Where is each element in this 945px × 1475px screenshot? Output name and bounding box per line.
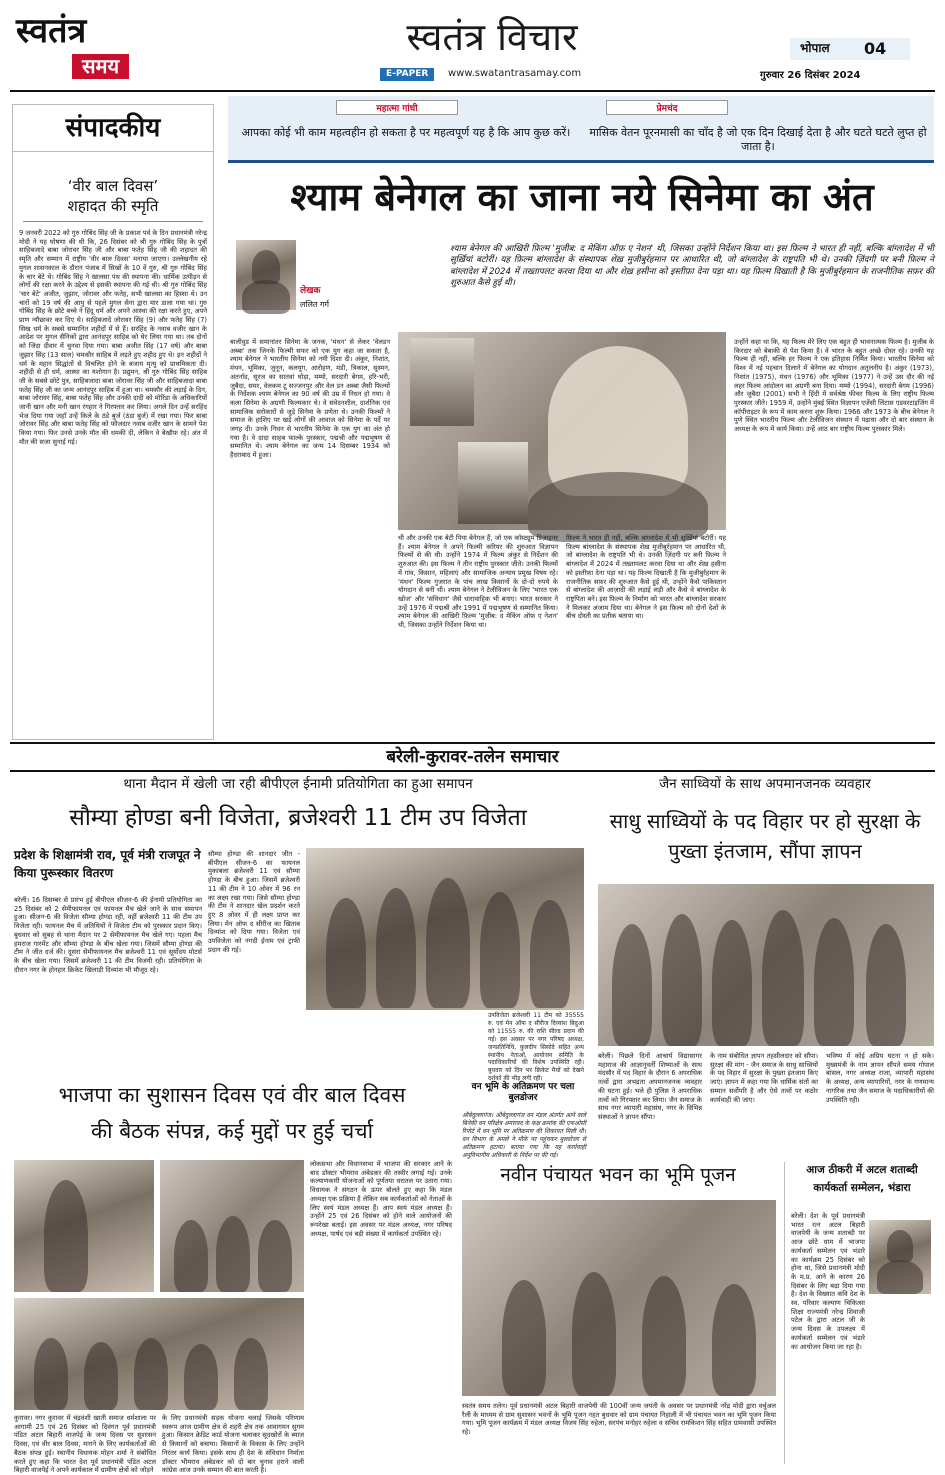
cricket-photo: [306, 848, 584, 1010]
logo-line2: समय: [72, 54, 129, 79]
lead-col-4: उन्होंने कहा था कि, यह फिल्म मेरे लिए एक बहुत ही भावनात्मक फिल्म है। मुजीब के किरदार को बेबाकी से पेश किया है। वे भारत के बहुत अच्छे दोस्त रहे। उनकी यह फिल्म ही नहीं, बल्कि हर फिल्म ने एक इतिहास निर्मित किया। भारतीय सिनेमा को विश्व में नई पहचान दिलाने में बेनेगल का योगदान अतुलनीय है। अंकुर (1973), निशांत (1975), मंथन (1976) और भूमिका (1977) ने उन्हें उस दौर की नई लहर फिल्म आंदोलन का अग्रणी बना दिया। मम्मो (1994), सरदारी बेगम (1996) और जुबैदा (2001) सभी ने हिंदी में सर्वश्रेष्ठ फीचर फिल्म के लिए राष्ट्रीय फिल्म पुरस्कार जीते। 1959 में, उन्होंने मुंबई स्थित विज्ञापन एजेंसी लिंटास एडवरटाइजिंग में कॉपीराइटर के रूप में काम करना शुरू किया। 1966 और 1973 के बीच बेनेगल ने पुणे स्थित भारतीय फिल्म और टेलीविजन संस्थान में पढ़ाया और दो बार संस्थान के अध्यक्ष के रूप में कार्य किया। उन्हें आठ बार राष्ट्रीय फिल्म पुरस्कार मिले।: [734, 338, 934, 434]
atal-box: [784, 1162, 935, 1464]
atal-headline-2: कार्यकर्ता सम्मेलन, भंडारा: [813, 1182, 911, 1194]
city-label: भोपाल: [800, 41, 830, 55]
cricket-body-3b: [306, 1012, 482, 1070]
cricket-subhead: प्रदेश के शिक्षामंत्री राव, पूर्व मंत्री राजपूत ने किया पुरूस्कार वितरण: [14, 848, 201, 880]
author-photo: [236, 240, 296, 310]
lead-col-3: फ़िल्म ने भारत ही नहीं, बल्कि बांग्लादेश में भी सुर्ख़ियां बटोरीं। यह फ़िल्म बांग्लादेश के संस्थापक शेख़ मुजीबुर्रहमान पर आधारित थी, जो बांग्लादेश के राष्ट्रपति भी थे। उनकी ज़िंदगी पर बनी फ़िल्म ने बांग्लादेश में 2024 में तख़्तापलट करवा दिया था और शेख़ हसीना को इस्तीफ़ा देना पड़ा था। यह फ़िल्म दिखाती है कि मुजीबुर्रहमान के राजनीतिक सफ़र की शुरुआत कैसे हुई थी, उन्होंने कैसे पाकिस्तान से बांग्लादेश की आज़ादी की लड़ाई लड़ी और कैसे वे बांग्लादेश के राष्ट्रपिता बने। इस फ़िल्म के निर्माण को भारत और बांग्लादेश सरकार ने मिलकर अंजाम दिया था। बेनेगल ने इस फ़िल्म को दोनों देशों के बीच दोस्ती का प्रतीक बताया था।: [566, 534, 726, 621]
atal-headline-1: आज ठीकरी में अटल शताब्दी: [806, 1164, 918, 1176]
masthead-title: स्वतंत्र विचार: [406, 15, 578, 59]
masthead-logo: [12, 10, 172, 88]
cricket-body-2: सौम्या होण्डा की शानदार जीत - बीपीएल सीजन-6 का फायनल मुकाबला ब्रजेश्वरी 11 एवं सौम्या होण्डा के बीच हुआ। जिसमें ब्रजेश्वरी 11 की टीम ने 10 ओवर में 96 रन का लक्ष्य रखा गया। जिसे सौम्या होण्डा की टीम ने शानदार खेल प्रदर्शन करते हुए 8 ओवर में ही लक्ष्य प्राप्त कर लिया। मेन ऑफ द सीरीज का खिताब दिव्यांश को दिया गया। विजेता एवं उपविजेता को नगदी ईनाम एवं ट्राफी प्रदान की गई।: [208, 850, 300, 954]
author-label: लेखक: [300, 286, 321, 296]
website-link[interactable]: www.swatantrasamay.com: [448, 68, 582, 79]
editorial-body: 9 जनवरी 2022 को गुरु गोबिंद सिंह जी के प्रकाश पर्व के दिन प्रधानमंत्री नरेन्द्र मोदी ने यह घोषणा की थी कि, 26 दिसंबर को श्री गुरु गोबिंद सिंह के पुत्रों साहिबजादे बाबा जोरावर सिंह जी और बाबा फतेह सिंह जी की शहादत की स्मृति और सम्मान में राष्ट्रीय 'वीर बाल दिवस' मनाया जाएगा। उल्लेखनीय रहे मुगल शासनकाल के दौरान पंजाब में सिखों के 10 वें गुरु, श्री गुरु गोबिंद सिंह के चार बेटे थे। गोबिंद सिंह ने खालसा पंथ की स्थापना की। धार्मिक उत्पीड़न से लोगों की रक्षा करने के उद्देश्य से इसकी स्थापना की गई थी। श्री गुरु गोबिंद सिंह 'चार बेटे' अजीत, जुझार, जोरावर और फतेह, सभी खालसा का हिस्सा थे। उन चारों को 19 वर्ष की आयु से पहले मुगल सेना द्वारा मार डाला गया था। गुरु गोबिंद सिंह के छोटे बच्चे ने हिंदू धर्म और अपने आस्था की रक्षा करते हुए, अपने प्राण न्यौछावर कर दिए थे। साहिबजादे जोरावर सिंह (9) और फतेह सिंह (7) सिख धर्म के सबसे सम्मानित शहीदों में से हैं। सरहिंद के नवाब वजीर खान के आदेश पर मुगल सैनिकों द्वारा आनंदपुर साहिब को घेर लिया गया था। तब दोनों को जिंदा दीवार में चुनवा दिया गया। बाबा अजीत सिंह (17 वर्ष) और बाबा जुझार सिंह (13 साल) चमकौर साहिब में लड़ते हुए शहीद हुए थे। इन शहीदों ने धर्म के महान सिद्धांतों से विचलित होने के बजाय मृत्यु को प्राथमिकता दी। शहीदी से ही धर्म, आस्था का यशोगान है। प्रद्युमन, श्री गुरु गोबिंद सिंह साहिब जी के सबसे छोटे पुत्र, साहिबजादा बाबा जोरावर सिंह जी और साहिबजादा बाबा फतेह सिंह जी का जन्म आनंदपुर साहिब में हुआ था। चमकौर की लड़ाई के दिन, बाबा जोरावर सिंह, बाबा फतेह सिंह और उनकी दादी को मोरिंडा के अधिकारियों जानी खान और मनी खान रंगहार ने गिरफ्तार कर लिया। अगले दिन उन्हें सरहिंद भेज दिया गया जहाँ उन्हें किले के ठंडे बुर्ज (ठंडा बुर्ज) में रखा गया। फिर बाबा जोरावर सिंह और बाबा फतेह सिंह को फौजदार नवाब वजीर खान के सामने पेश किया गया। फिर उनसे उनके मौत की धमकी दी, लेकिन वे बेखौफ़ रहे। अंत में मौत की सजा सुनाई गई।: [19, 229, 207, 446]
lead-col-1: बालीवुड में समानांतर सिनेमा के जनक, 'मंथन' से लेकर 'वेलडन अब्बा' तक जिनके फिल्मी सफर को एक युग कहा जा सकता है, श्याम बेनेगल ने भारतीय सिनेमा को नयी दिशा दी। अंकुर, निशांत, मंथन, भूमिका, जुनून, कलयुग, आरोहण, मंडी, त्रिकाल, सुस्मन, अंतर्नाद, सूरज का सातवां घोड़ा, मम्मो, सरदारी बेगम, हरि-भरी, जुबैदा, समर, वेलकम टू सज्जनपुर और वेल डन अब्बा जैसी फिल्मों के निर्देशक श्याम बेनेगल का 90 वर्ष की उम्र में निधन हो गया। वे कला सिनेमा के अग्रणी फिल्मकार थे। वे संवेदनशील, दार्शनिक एवं सामाजिक सरोकारों से जुड़े सिनेमा के प्रणेता थे। उनकी फिल्मों ने समाज के हाशिए पर खड़े लोगों की आवाज को सिनेमा के पर्दे पर जगह दी। उनके निधन से भारतीय सिनेमा के एक युग का अंत हो गया है। वे दादा साहब फाल्के पुरस्कार, पद्मश्री और पद्मभूषण से सम्मानित थे। श्याम बेनेगल का जन्म 14 दिसम्बर 1934 को हैदराबाद में हुआ।: [230, 338, 390, 460]
editorial-title-rule: [23, 221, 203, 222]
editorial-title-2: शहादत की स्मृति: [67, 197, 159, 215]
jain-kicker: जैन साध्वियों के साथ अपमानजनक व्यवहार: [659, 776, 871, 792]
quote-strip: [228, 96, 934, 163]
bjp-headline-1: भाजपा का सुशासन दिवस एवं वीर बाल दिवस: [58, 1083, 406, 1107]
lead-intro: श्याम बेनेगल की आखिरी फ़िल्म 'मुजीब: द मेकिंग ऑफ़ ए नेशन' थी, जिसका उन्होंने निर्देशन किया था। इस फ़िल्म ने भारत ही नहीं, बल्कि बांग्लादेश में भी सुर्ख़ियां बटोरीं। यह फ़िल्म बांग्लादेश के संस्थापक शेख़ मुजीबुर्रहमान पर आधारित थी, जो बांग्लादेश के राष्ट्रपति भी थे। उनकी ज़िंदगी पर बनी फ़िल्म ने बांग्लादेश में 2024 में तख्तापलट करवा दिया था और शेख़ हसीना को इस्तीफ़ा देना पड़ा था। यह फ़िल्म दिखाती है कि मुजीबुर्रहमान के राजनीतिक सफ़र की शुरुआत कैसे हुई थी।: [450, 244, 934, 289]
cricket-body-1: बरेली। 16 दिसम्बर से प्रारंभ हुई बीपीएल सीजन-6 की ईनामी प्रतियोगिता का 25 दिसंबर को 2 सेमीफायनल एवं फायनल मैच खेले जाने के साथ समापन हुआ। सीजन-6 की विजेता सौम्या होण्डा रही, वहीं ब्रजेश्वरी 11 की टीम उप विजेता रही। फायनल मैच में अतिथियों ने विजेता टीम को पुरस्कार प्रदान किए। बुधवार को सुबह से थाना मैदान पर 2 सेमीफायनल मैच खेले गए। पहला मैच हमराज गारमेंट और सौम्या होण्डा के बीच खेला गया। जिसमें सौम्या होण्डा की टीम ने जीत दर्ज की। दूसरा सेमीफायनल मैच ब्रजेश्वरी 11 एवं सूर्योदय मोटर्स के बीच खेला गया। जिसमें ब्रजेश्वरी 11 की टीम विजयी रही। प्रतियोगिता के दौरान नगर के होनहार क्रिकेट खिलाड़ी दिव्यांश भी मौजूद रहे।: [14, 896, 202, 974]
atal-portrait: [869, 1220, 931, 1294]
issue-date: गुरुवार 26 दिसंबर 2024: [760, 70, 861, 81]
bjp-body-1: कुरावर। नगर कुरावर में चंद्रवंशी खाती समाज धर्मशाला पर आगामी 25 एवं 26 दिसंबर को दिवंगत पूर्व प्रधानमंत्री पंडित अटल बिहारी वाजपेई के जन्म दिवस पर सुशासन दिवस, एवं वीर बाल दिवस, मनाने के लिए कार्यकर्ताओं की बैठक संपन्न हुई। स्थानीय विधायक मोहन शर्मा ने संबोधित करते हुए कहा कि भारत देश पूर्व प्रधानमंत्री पंडित अटल बिहारी वाजपेई ने अपने कार्यकाल में ग्रामीण क्षेत्रों को जोड़ने: [14, 1414, 156, 1475]
epaper-label: E-PAPER: [380, 68, 434, 81]
jain-headline: साधु साध्वियों के पद विहार पर हो सुरक्षा के पुख्ता इंतजाम, सौंपा ज्ञापन: [609, 809, 921, 863]
jain-body-3: भविष्य में कोई अप्रिय घटना न हो सके। मुख्यमंत्री के नाम ज्ञापन सौंपते समय गोपाल बांसल, नगर अध्यक्ष राजा, व्यापारी महासंघ के अध्यक्ष, अन्य व्यापारियों, नगर के गणमान्य नागरिक तथा जैन समाज के पदाधिकारीयों की उपस्थिति रही।: [826, 1052, 934, 1104]
jain-body-2: के नाम संबोधित ज्ञापन तहसीलदार को सौंपा। सुरक्षा की मांग - जैन समाज के साधु साध्वियों के पद विहार में सुरक्षा के पुख्ता इंतजाम किए जाएं। ज्ञापन में कहा गया कि धार्मिक संतों का सम्मान सर्वोपरि है और ऐसे तत्वों पर कठोर कार्यवाही की जाए।: [710, 1052, 818, 1104]
editorial-title-1: ‘वीर बाल दिवस’: [67, 177, 159, 195]
forest-kicker: वन भूमि के अतिक्रमण पर चला बुलडोजर: [471, 1082, 575, 1104]
regional-banner: [10, 742, 935, 772]
panchayat-photo: [462, 1200, 776, 1396]
author-name: ललित गर्ग: [300, 300, 330, 309]
quote-text-1: आपका कोई भी काम महत्वहीन हो सकता है पर महत्वपूर्ण यह है कि आप कुछ करें।: [241, 126, 571, 139]
jain-photo: [598, 884, 934, 1046]
bjp-photo-3: [14, 1298, 304, 1410]
jain-body-1: बरेली। पिछले दिनों आचार्य विद्यासागर महाराज की आज्ञानुवर्ती शिष्याओं के साथ मंदसौर में पद विहार के दौरान 6 अपराधिक तत्वों द्वारा अभद्रता अपमानजनक व्यवहार की घटना हुई। भले ही पुलिस ने अपराधिक तत्वों को गिरफ्तार कर लिया। जैन समाज के साथ नगर व्यापारी महासंघ, नगर के विभिन्न संस्थाओं ने ज्ञापन सौंपा।: [598, 1052, 702, 1121]
editorial-column: [12, 104, 214, 740]
quote-author-1: महात्मा गांधी: [336, 100, 458, 115]
bjp-headline-2: की बैठक संपन्न, कई मुद्दों पर हुई चर्चा: [90, 1119, 374, 1143]
cricket-body-3: उपविजेता ब्रजेश्वरी 11 टीम को 35555 रु. एवं मेन ऑफ द सीरीज दिव्यांश बिदुआ को 11555 रु. की राशि सील्ड प्रदान की गई। इस अवसर पर नगर परिषद अध्यक्ष, जनप्रतिनिधि, कुलदीप सिसोदे सहित अन्य स्थानीय नेताओं, आयोजन समिति के पदाधिकारियों की विशेष उपस्थिति रही। बुधवार को दिन भर क्रिकेट मैचों को देखने दर्शकों की भीड़ लगी रही।: [488, 1012, 584, 1083]
lead-photo: [398, 332, 726, 530]
bjp-photo-2: [160, 1160, 304, 1292]
quote-text-2: मासिक वेतन पूरनमासी का चाँद है जो एक दिन दिखाई देता है और घटते घटते लुप्त हो जाता है।: [589, 126, 927, 153]
bjp-body-3: लोकसभा और विधानसभा में भाजपा की सरकार आने के बाद डॉक्टर भीमराव अंबेडकर की तस्वीर लगाई गई। उनके कल्याणकारी योजनाओं को पूर्णतया धरातल पर उतारा गया। विधायक ने संगठन के ऊपर बोलते हुए कहा कि मंडल अध्यक्ष एक प्रक्रिया है लेकिन सब कार्यकर्ताओं को नेताओं के लिए स्वयं मंडल अध्यक्ष हैं। आप स्वयं मंडल अध्यक्ष हैं। उन्होंने 25 एवं 26 दिसंबर को होने वाले आयोजनों की रूपरेखा बताई। इस अवसर पर मंडल अध्यक्ष, नगर परिषद अध्यक्ष, पार्षद एवं बड़ी संख्या में कार्यकर्ता उपस्थित रहे।: [310, 1160, 452, 1238]
bjp-photo-1: [14, 1160, 154, 1292]
editorial-section-label: संपादकीय: [13, 105, 213, 152]
quote-author-2: प्रेमचंद: [606, 100, 728, 115]
cricket-kicker: थाना मैदान में खेली जा रही बीपीएल ईनामी प्रतियोगिता का हुआ समापन: [123, 776, 473, 792]
masthead-rule: [10, 90, 935, 92]
atal-body: बरेली। देश के पूर्व प्रधानमंत्री भारत रत्न अटल बिहारी वाजपेयी के जन्म शताब्दी पर आज छोटे धाम में भाजपा कार्यकर्ता सम्मेलन एवं भंडारे का कार्यक्रम 25 दिसंबर को होना था, जिसे प्रधानमंत्री मोदी के म.प्र. आने के कारण 26 दिसंबर के लिए बढ़ा दिया गया है। देश के विख्यात कवि देश के स्व. परिवार कल्याण चिकित्सा शिक्षा राज्यमंत्री नरेन्द्र शिवाजी पटेल के द्वारा अटल जी के जन्म दिवस के उपलक्ष्य में कार्यकर्ता सम्मेलन एवं भंडारे का आयोजन किया जा रहा है।: [791, 1212, 865, 1351]
regional-banner-title: बरेली-कुरावर-तलेन समाचार: [386, 747, 559, 767]
panchayat-headline: नवीन पंचायत भवन का भूमि पूजन: [500, 1164, 736, 1186]
logo-line1: स्वतंत्र: [16, 11, 87, 51]
bjp-body-2: के लिए प्रधानमंत्री सड़क योजना चलाई जिसके परिणाम स्वरूप आज ग्रामीण क्षेत्र से शहरी क्षेत्र तक आवागमन सुगम हुआ। किसान क्रेडिट कार्ड योजना चलाकर सूदखोरों के ब्याज से किसानों को बचाया। किसानों के विकास के लिए उन्होंने निरंतर कार्य किया। इसके साथ ही देश के संविधान निर्माता डॉक्टर भीमराव अंबेडकर को दो बार चुनाव हराने वाली कांग्रेस आज उनके सम्मान की बात करती है।: [162, 1414, 304, 1475]
lead-col-2: थी और उनकी एक बेटी पिया बेनेगल हैं, जो एक कॉस्ट्यूम डिज़ाइनर हैं। श्याम बेनेगल ने अपने फिल्मी करियर की शुरुआत विज्ञापन फिल्मों से की थी। उन्होंने 1974 में फिल्म अंकुर से निर्देशन की शुरुआत की। इस फिल्म ने तीन राष्ट्रीय पुरस्कार जीते। उनकी फिल्मों में गांव, किसान, महिलाएं और सामाजिक अन्याय प्रमुख विषय रहे। 'मंथन' फिल्म गुजरात के पांच लाख किसानों के दो-दो रुपये के योगदान से बनी थी। श्याम बेनेगल ने टेलीविजन के लिए 'भारत एक खोज' और 'संविधान' जैसे धारावाहिक भी बनाए। भारत सरकार ने उन्हें 1976 में पद्मश्री और 1991 में पद्मभूषण से सम्मानित किया। श्याम बेनेगल की आखिरी फ़िल्म 'मुजीब: द मेकिंग ऑफ़ ए नेशन' थी, जिसका उन्होंने निर्देशन किया था।: [398, 534, 558, 630]
page-tag: [790, 38, 910, 60]
cricket-headline: सौम्या होण्डा बनी विजेता, ब्रजेश्वरी 11 टीम उप विजेता: [69, 805, 527, 831]
forest-body: औबेदुल्लागंज। औबेदुल्लागंज वन मंडल अंतर्गत आने वाले बिनेकी वन परिक्षेत्र अमरावद के कक्ष क्रमांक की एफओसी रिपोर्ट में वन भूमि पर अतिक्रमण की शिकायत मिली थी। वन विभाग के अमले ने मौके पर पहुंचकर बुलडोजर से अतिक्रमण हटाया। बताया गया कि यह कार्यवाही अनुविभागीय अधिकारी के निर्देश पर की गई।: [462, 1112, 586, 1159]
page-number: 04: [864, 39, 887, 58]
lead-headline: श्याम बेनेगल का जाना नये सिनेमा का अंत: [290, 175, 874, 219]
panchayat-body: स्वतंत्र समय तलेन। पूर्व प्रधानमंत्री अटल बिहारी वाजपेयी की 100वीं जन्म जयंती के अवसर पर प्रधानमंत्री नरेंद्र मोदी द्वारा वर्चुअल रैली के माध्यम से ग्राम सुशासन भवनों के भूमि पूजन नहत बुधवार को ग्राम पंचायत निहाली में भी पंचायत भवन का भूमि पूजन किया गया। भूमि पूजन कार्यक्रम में मंडल अध्यक्ष विजय सिंह रुहेला, सरपंच मनोहर रुहेला व सचिव रामकिशन सिंह सहित ग्रामवासी उपस्थित रहे।: [462, 1402, 776, 1437]
